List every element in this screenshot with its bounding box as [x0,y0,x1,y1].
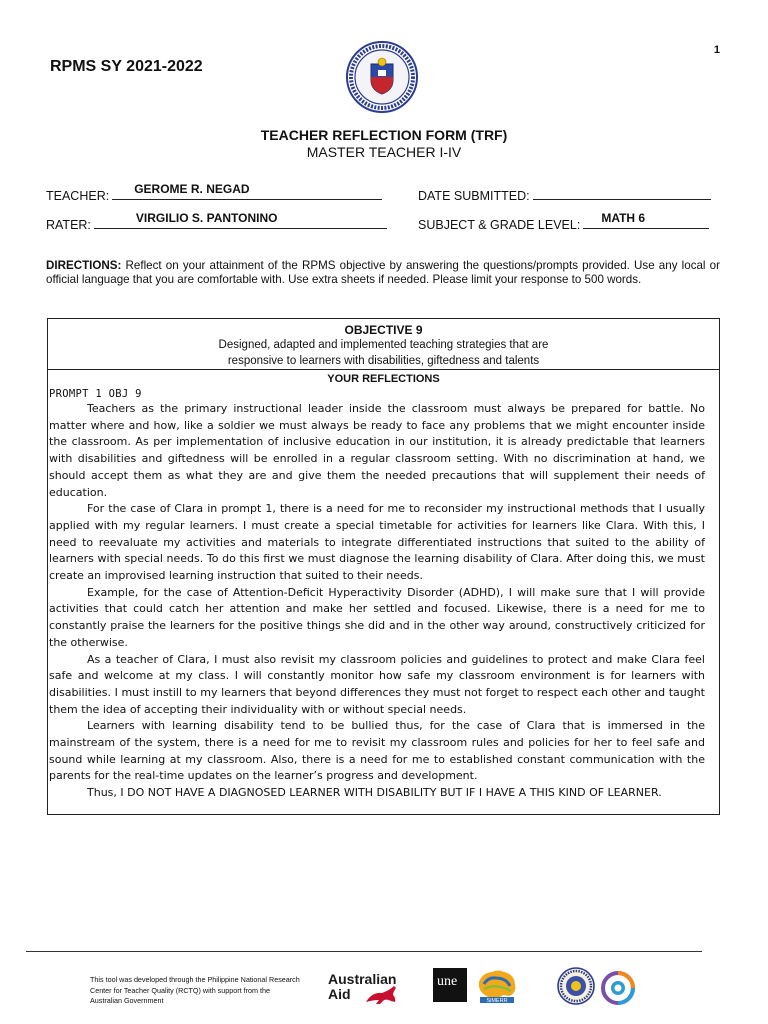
rctq-seal-logo [556,966,596,1006]
reflection-paragraph: Thus, I DO NOT HAVE A DIAGNOSED LEARNER WITH DISABILITY BUT IF I HAVE A THIS KIND OF LEARNER. [87,786,662,800]
date-line [533,187,711,200]
objective-header [48,319,719,370]
reflection-text[interactable] [49,401,705,802]
subject-label: SUBJECT & GRADE LEVEL: [418,218,581,232]
subject-grade-field[interactable] [418,211,709,232]
page-number: 1 [713,44,720,56]
australian-aid-logo [328,970,408,1006]
teacher-label: TEACHER: [46,189,110,203]
simerr-logo [476,968,518,1004]
reflection-paragraph: Example, for the case of Attention-Deficit Hyperactivity Disorder (ADHD), I will make sure that I will provide activities that could catch her attention and make her settled and focused. Likewise, there is a need for me to constantly praise the learners for the positive things she did and in the other way around, constructively criticized for the otherwise. [49,585,705,649]
reflection-paragraph: For the case of Clara in prompt 1, there is a need for me to reconsider my instructional methods that I usually applied with my regular learners. I must create a special timetable for activities for learners like Clara. With this, I need to reevaluate my activities and materials to integrate differentiated instructions that suited to the ability of learners with special needs. To do this first we must diagnose the learning disability of Clara. After doing this, we must create an improvised learning instruction that suited to their needs. [49,502,705,583]
prompt-label: PROMPT 1 OBJ 9 [49,388,142,400]
rater-line [94,211,387,229]
reflection-paragraph: As a teacher of Clara, I must also revisit my classroom policies and guidelines to protect and make Clara feel safe and welcome at my class. I will constantly monitor how safe my classroom environment is for learners with disabilities. I must instill to my learners that beyond differences they must not forget to respect each other and taught them the idea of accepting their individuality with or without special needs. [49,652,705,716]
objective-desc-line-2: responsive to learners with disabilities, giftedness and talents [227,355,540,367]
kangaroo-icon [362,984,404,1006]
date-submitted-field[interactable] [418,187,711,203]
une-text: une [437,974,458,989]
une-logo [433,968,467,1002]
date-label: DATE SUBMITTED: [418,189,530,203]
form-subtitle: MASTER TEACHER I-IV [306,144,462,160]
rater-value: VIRGILIO S. PANTONINO [135,211,278,225]
reflection-paragraph: Teachers as the primary instructional leader inside the classroom must always be prepared for battle. No matter where and how, like a soldier we must always be ready to face any problems that we might encounter inside the classroom. As per implementation of inclusive education in our institution, it is already predictable that learners with disabilities and giftedness will be enrolled in a regular classroom setting. With no discrimination at hand, we should accept them as what they are and give them the needed precautions that will supplement their needs of education. [49,402,705,499]
teacher-field[interactable] [46,182,382,203]
deped-seal-icon [345,40,419,114]
reflection-box [47,318,720,815]
objective-desc-line-1: Designed, adapted and implemented teaching strategies that are [218,339,549,351]
aid-line-1: Australian [328,971,397,987]
directions [46,259,720,287]
simerr-text: SiMERR [486,998,508,1004]
reflections-heading: YOUR REFLECTIONS [327,373,440,385]
rater-field[interactable] [46,211,387,232]
footer-rule [26,951,702,952]
school-year-title: RPMS SY 2021-2022 [50,58,203,75]
footer-note: This tool was developed through the Philippine National Research Center for Teacher Quality (RCTQ) with support from the Australian Government [90,975,300,1005]
reflection-paragraph: Learners with learning disability tend to be bullied thus, for the case of Clara that is immersed in the mainstream of the system, there is a need for me to revisit my classroom rules and policies for her to feel safe and sound while learning at my classroom. Also, there is a need for me to established constant communication with the parents for the real-time updates on the learner’s progress and development. [49,719,705,783]
teacher-value: GEROME R. NEGAD [134,182,250,196]
rctq-ring-logo [598,966,638,1006]
subject-line [583,211,709,229]
rater-label: RATER: [46,218,91,232]
objective-title: OBJECTIVE 9 [344,323,423,337]
subject-value: MATH 6 [601,211,646,225]
teacher-line [112,182,382,200]
directions-text: Reflect on your attainment of the RPMS objective by answering the questions/prompts provided. Use any local or official language that you are comfortable with. Use extra sheets if needed. Please limit your response to 500 words. [46,259,720,286]
form-title: TEACHER REFLECTION FORM (TRF) [260,127,508,143]
aid-line-2: Aid [328,986,351,1002]
directions-label: DIRECTIONS: [46,259,122,272]
